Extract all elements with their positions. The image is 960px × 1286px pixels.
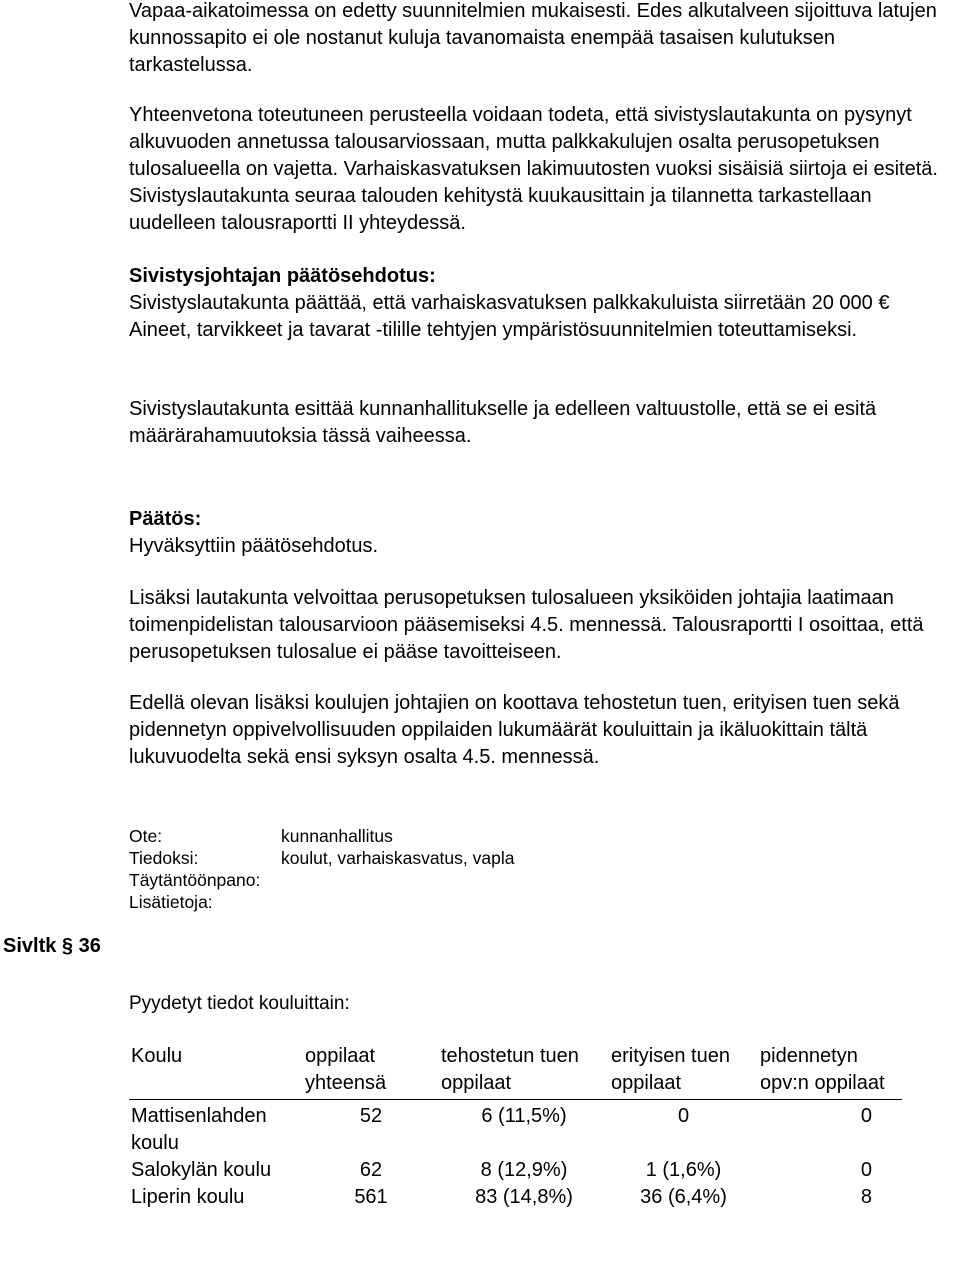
cell-intensified: 6 (11,5%): [481, 1105, 567, 1127]
paragraph-leisure: Vapaa-aikatoimessa on edetty suunnitelmien mukaisesti. Edes alkutalveen sijoittuva latujen kunnossapito ei ole nostanut kuluja tavanomaista enempää tasaisen kulutuksen tarkastelussa.: [129, 0, 937, 76]
meta-lisatiedot-label: Lisätietoja:: [129, 892, 213, 912]
requested-heading: Pyydetyt tiedot kouluittain:: [129, 993, 350, 1014]
cell-extended: 0: [860, 1159, 872, 1181]
schools-table: [129, 1043, 902, 1211]
proposal-text: Sivistyslautakunta päättää, että varhaiskasvatuksen palkkakuluista siirretään 20 000 € Aineet, tarvikkeet ja tavarat -tilille tehtyjen ympäristösuunnitelmien toteuttamiseksi.: [129, 292, 890, 341]
proposal-heading: Sivistysjohtajan päätösehdotus:: [129, 265, 436, 287]
cell-school: Salokylän koulu: [131, 1159, 272, 1181]
proposal-text-2: Sivistyslautakunta esittää kunnanhallitukselle ja edelleen valtuustolle, että se ei esitä määrärahamuutoksia tässä vaiheessa.: [129, 398, 877, 447]
decision-heading: Päätös:: [129, 508, 202, 530]
cell-special: 36 (6,4%): [640, 1186, 727, 1208]
meta-ote-value: kunnanhallitus: [281, 826, 393, 846]
section-label: Sivltk § 36: [3, 935, 101, 957]
cell-school: Liperin koulu: [131, 1186, 245, 1208]
cell-total: 62: [359, 1159, 383, 1181]
cell-intensified: 8 (12,9%): [480, 1159, 568, 1181]
table-row: [129, 1100, 902, 1158]
cell-special: 0: [677, 1105, 690, 1127]
meta-taytanto-label: Täytäntöönpano:: [129, 870, 261, 890]
cell-school: Mattisenlahden koulu: [131, 1105, 267, 1154]
header-pidennetty: pidennetyn opv:n oppilaat: [760, 1045, 885, 1094]
header-oppilaat: oppilaat yhteensä: [305, 1045, 387, 1094]
table-header-row: [129, 1043, 902, 1100]
cell-total: 561: [354, 1186, 388, 1208]
decision-paragraph-3: Edellä olevan lisäksi koulujen johtajien on koottava tehostetun tuen, erityisen tuen sekä pidennetyn oppivelvollisuuden oppilaiden lukumäärät kouluittain ja ikäluokittain tältä lukuvuodelta sekä ensi syksyn osalta 4.5. mennessä.: [129, 692, 900, 768]
header-tehostettu: tehostetun tuen oppilaat: [441, 1045, 579, 1094]
cell-intensified: 83 (14,8%): [475, 1186, 573, 1208]
cell-total: 52: [359, 1105, 383, 1127]
table-row: [129, 1157, 902, 1184]
paragraph-summary: Yhteenvetona toteutuneen perusteella voidaan todeta, että sivistyslautakunta on pysynyt alkuvuoden annetussa talousarviossaan, mutta palkkakulujen osalta perusopetuksen tulosalueella on vajetta. Varhaiskasvatuksen lakimuutosten vuoksi sisäisiä siirtoja ei esitetä. Sivistyslautakunta seuraa talouden kehitystä kuukausittain ja tilannetta tarkastellaan uudelleen talousraportti II yhteydessä.: [129, 104, 938, 234]
meta-tiedoksi-label: Tiedoksi:: [129, 848, 199, 868]
cell-extended: 8: [860, 1186, 872, 1208]
cell-special: 1 (1,6%): [645, 1159, 722, 1181]
header-erityinen: erityisen tuen oppilaat: [611, 1045, 730, 1094]
header-koulu: Koulu: [131, 1045, 183, 1067]
decision-text: Hyväksyttiin päätösehdotus.: [129, 535, 379, 557]
meta-tiedoksi-value: koulut, varhaiskasvatus, vapla: [281, 848, 515, 868]
decision-paragraph-2: Lisäksi lautakunta velvoittaa perusopetuksen tulosalueen yksiköiden johtajia laatimaan toimenpidelistan talousarvioon pääsemiseksi 4.5. mennessä. Talousraportti I osoittaa, että perusopetuksen tulosalue ei pääse tavoitteiseen.: [129, 587, 924, 663]
meta-ote-label: Ote:: [129, 826, 163, 846]
cell-extended: 0: [860, 1105, 872, 1127]
table-row: [129, 1184, 902, 1211]
